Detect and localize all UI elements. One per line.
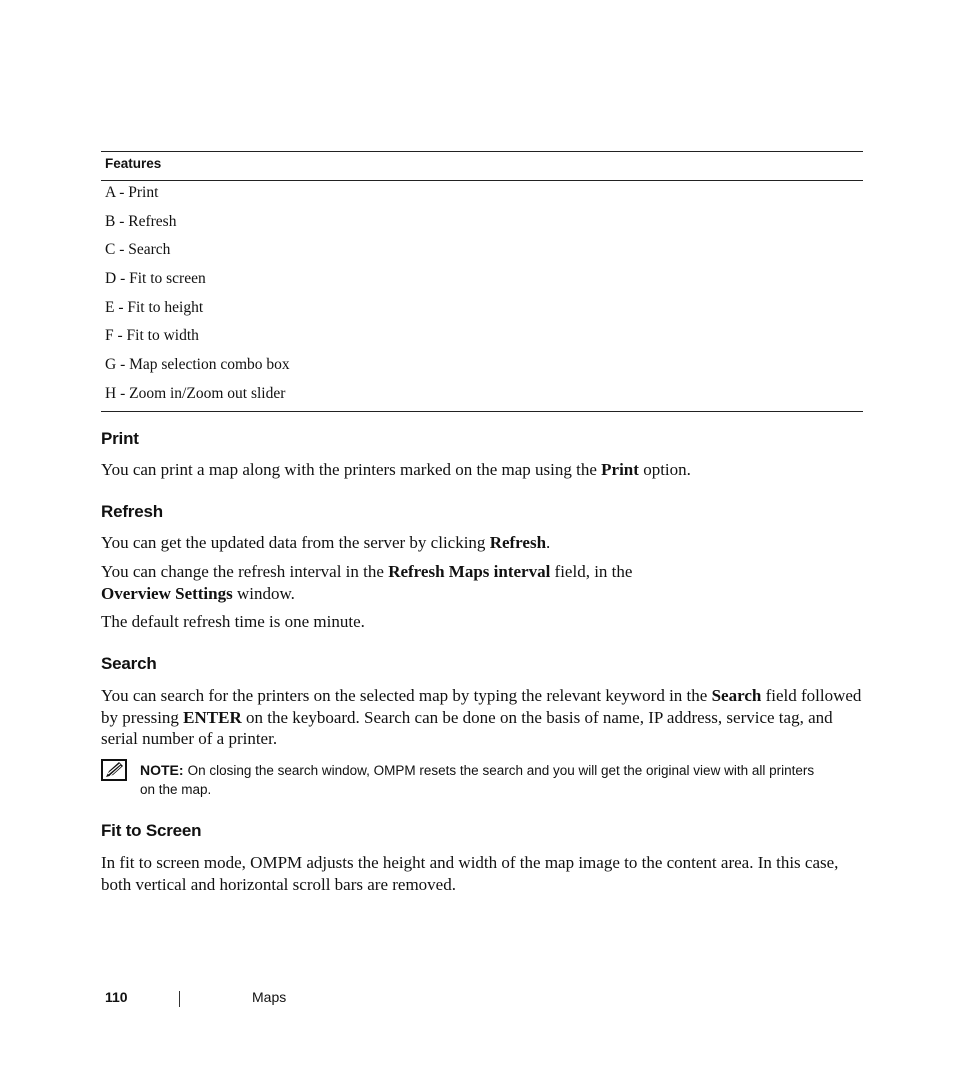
page-number: 110	[105, 989, 128, 1005]
note-body: On closing the search window, OMPM resets the search and you will get the original view with all printers on the map.	[140, 763, 815, 797]
bold-term: Refresh	[489, 533, 547, 552]
page-footer	[0, 989, 954, 1009]
refresh-paragraph-2	[101, 561, 863, 604]
features-row: F - Fit to width	[105, 327, 199, 345]
refresh-paragraph-1	[101, 532, 863, 554]
note-label: NOTE:	[140, 762, 184, 778]
text-run: You can change the refresh interval in the	[101, 562, 389, 581]
text-run: field, in the	[550, 562, 633, 581]
text-run: field followed by pressing	[101, 686, 862, 727]
features-row: H - Zoom in/Zoom out slider	[105, 384, 286, 402]
bold-term: Overview Settings	[101, 583, 233, 603]
footer-section-name: Maps	[252, 989, 287, 1005]
footer-separator	[179, 991, 180, 1007]
bold-term: Search	[711, 686, 762, 705]
text-run: You can print a map along with the printers marked on the map using the	[101, 460, 602, 479]
note-text	[140, 761, 830, 799]
features-table	[101, 151, 863, 412]
text-run: .	[546, 533, 551, 552]
print-heading: Print	[101, 429, 139, 448]
print-paragraph	[101, 459, 863, 481]
search-paragraph	[101, 685, 863, 750]
text-run: option.	[638, 460, 691, 479]
search-heading: Search	[101, 654, 157, 673]
bold-term: ENTER	[183, 707, 242, 727]
note-pencil-icon	[101, 759, 127, 781]
features-row: C - Search	[105, 241, 171, 259]
refresh-paragraph-3: The default refresh time is one minute.	[101, 612, 365, 631]
text-run: You can search for the printers on the selected map by typing the relevant keyword in the	[101, 686, 712, 705]
features-row: D - Fit to screen	[105, 270, 206, 288]
bold-term: Refresh Maps interval	[388, 562, 551, 581]
features-table-header: Features	[101, 152, 863, 181]
text-run: window.	[232, 583, 295, 603]
text-run: You can get the updated data from the server by clicking	[101, 533, 490, 552]
refresh-heading: Refresh	[101, 502, 163, 521]
bold-term: Print	[601, 460, 639, 479]
features-row: A - Print	[105, 184, 159, 201]
features-row: G - Map selection combo box	[105, 356, 290, 374]
text-run: on the keyboard. Search can be done on the basis of name, IP address, service tag, and serial number of a printer.	[101, 707, 833, 748]
fit-to-screen-heading: Fit to Screen	[101, 821, 202, 840]
fit-to-screen-paragraph: In fit to screen mode, OMPM adjusts the height and width of the map image to the content area. In this case, both vertical and horizontal scroll bars are removed.	[101, 853, 839, 894]
features-row: E - Fit to height	[105, 298, 204, 316]
features-row: B - Refresh	[105, 212, 177, 230]
